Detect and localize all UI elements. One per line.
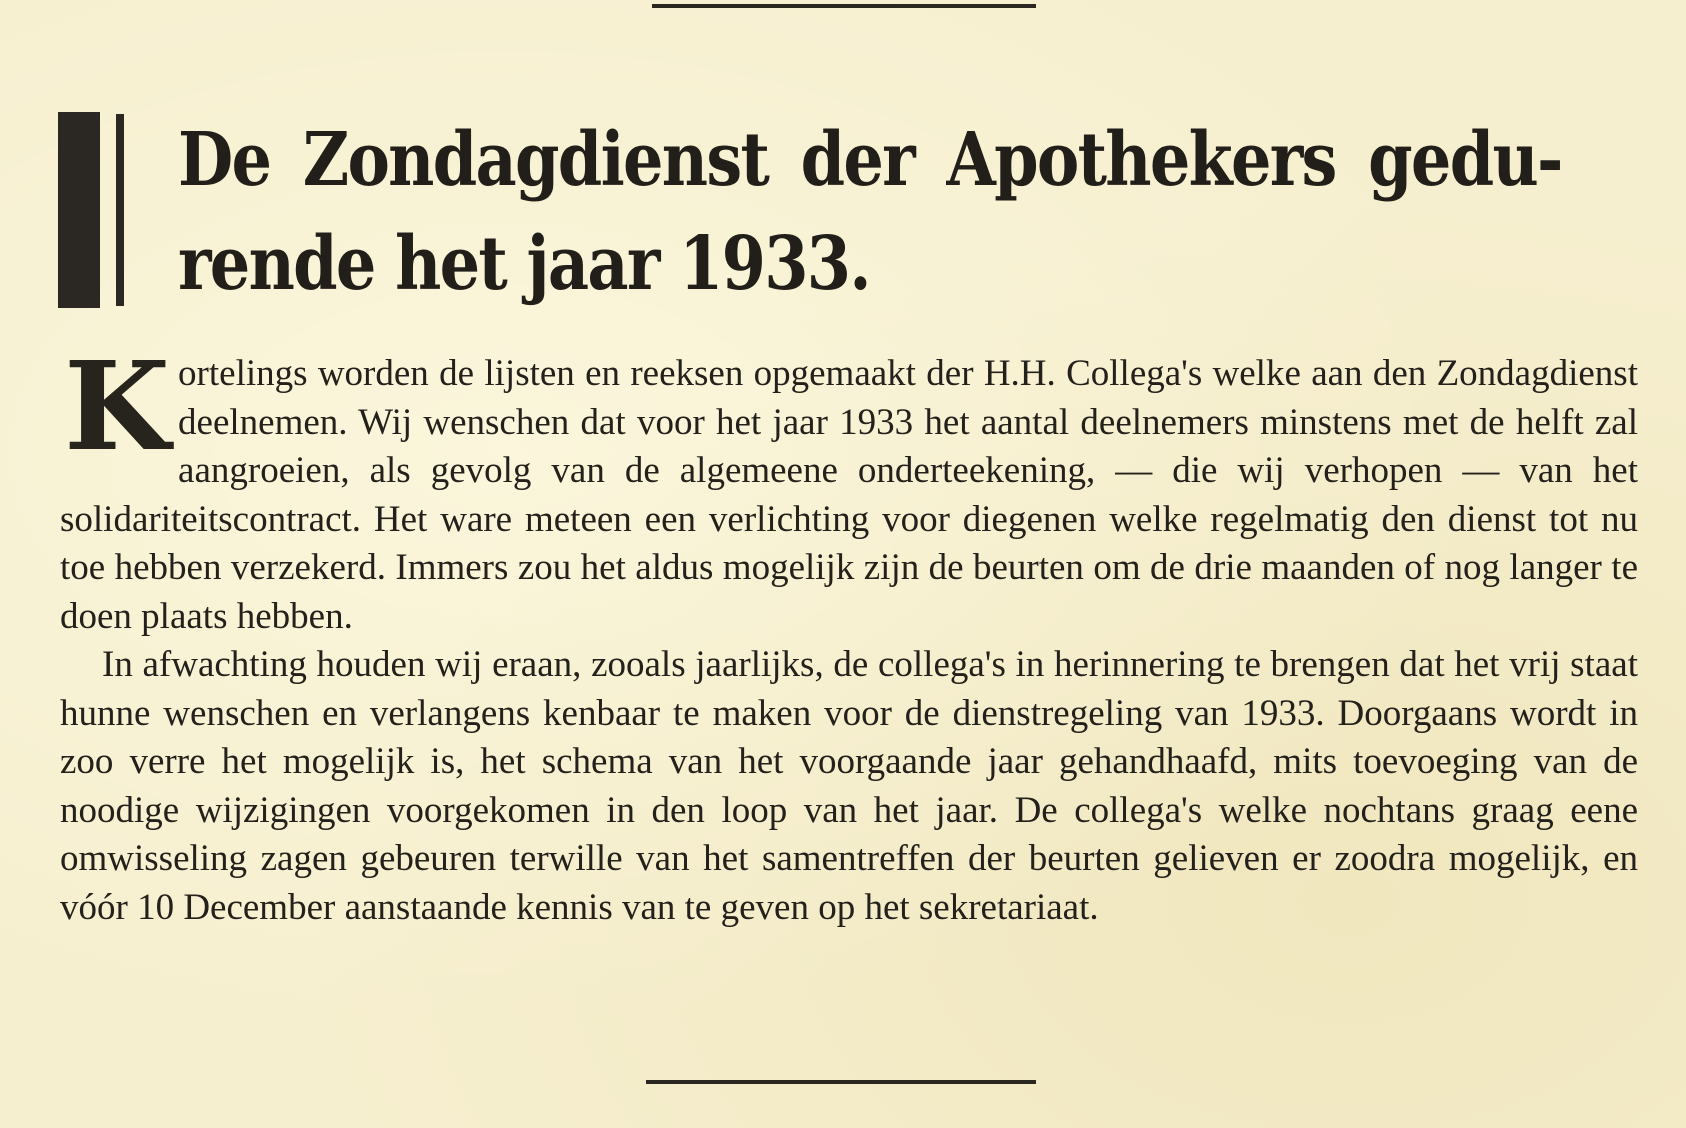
top-divider-rule [652,4,1036,8]
article-title-line-2: rende het jaar 1933. [178,221,870,307]
article-title-line-1: De Zondagdienst der Apothekers gedu- [178,117,1562,203]
bottom-divider-rule [646,1080,1036,1084]
article-paragraph-1-text: ortelings worden de lijsten en reeksen opgemaakt der H.H. Collega's welke aan den Zondagdienst deelnemen. Wij wenschen dat voor het jaar 1933 het aantal deelnemers minstens met de helft zal aangroeien, als gevolg van de algemeene onderteekening, — die wij verhopen — van het solidariteitscontract. Het ware meteen een verlichting voor diegenen welke regelmatig den dienst tot nu toe hebben verzekerd. Immers zou het aldus mogelijk zijn de beurten om de drie maanden of nog langer te doen plaats hebben. [60,353,1638,637]
article-body [60,334,1638,932]
article-paragraph-2 [60,641,1638,932]
article-paragraph-2-text: In afwachting houden wij eraan, zooals jaarlijks, de collega's in herinnering te brengen dat het vrij staat hunne wenschen en verlangens kenbaar te maken voor de dienstregeling van 1933. Doorgaans wordt in zoo verre het mogelijk is, het schema van het voorgaande jaar gehandhaafd, mits toevoeging van de noodige wijzigingen voorgekomen in den loop van het jaar. De collega's welke nochtans graag eene omwisseling zagen gebeuren terwille van het samentreffen der beurten gelieven er zoodra mogelijk, en vóór 10 December aanstaande kennis van te geven op het sekretariaat. [60,644,1638,928]
drop-cap-letter: K [64,334,171,478]
title-ornament-thick-bar [58,112,100,308]
article-paragraph-1 [60,334,1638,641]
title-ornament-thin-bar [116,114,124,306]
title-ornament-bars [58,112,130,308]
article-title [178,108,1562,316]
